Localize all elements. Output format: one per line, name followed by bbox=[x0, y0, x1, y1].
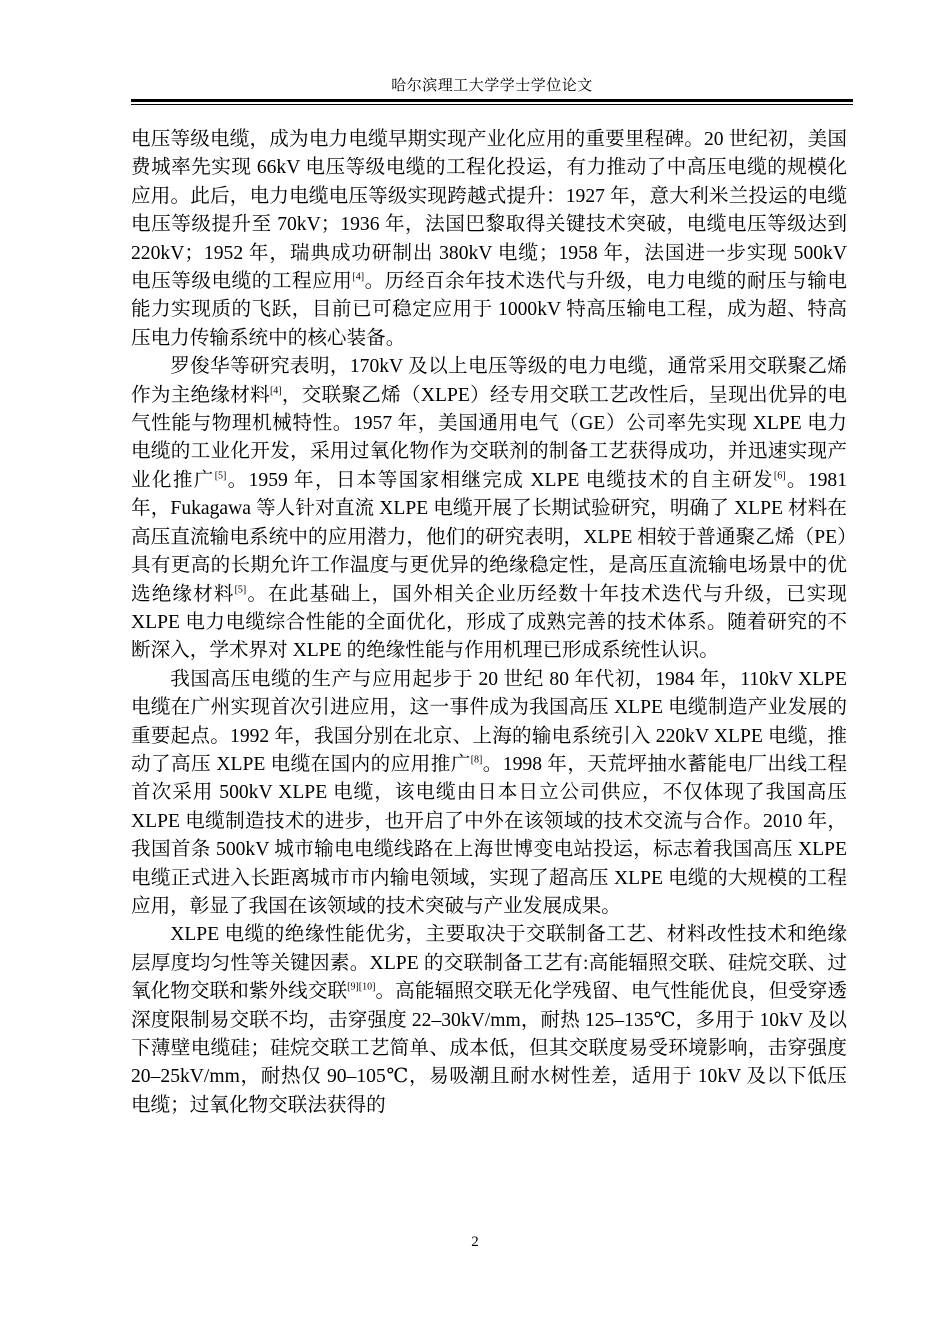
text-segment: 罗俊华等研究表明，170kV 及以上电压等级的电力电缆，通常采用交联聚乙烯作为主绝缘材料 bbox=[131, 356, 847, 406]
citation-marker: [6] bbox=[773, 470, 786, 482]
paragraph-2 bbox=[131, 353, 847, 665]
header-rule-thick bbox=[131, 99, 853, 102]
citation-marker: [9][10] bbox=[347, 981, 376, 993]
text-segment: ，交联聚乙烯（XLPE）经专用交联工艺改性后，呈现出优异的电气性能与物理机械特性。1957 年，美国通用电气（GE）公司率先实现 XLPE 电力电缆的工业化开发，采用过氧化物作为交联剂的制备工艺获得成功，并迅速实现产业化推广 bbox=[131, 384, 848, 491]
text-segment: 。1959 年，日本等国家相继完成 XLPE 电缆技术的自主研发 bbox=[226, 469, 774, 491]
text-segment: 。1981 年，Fukagawa 等人针对直流 XLPE 电缆开展了长期试验研究，明确了 XLPE 材料在高压直流输电系统中的应用潜力，他们的研究表明，XLPE 相较于普通聚乙烯（PE）具有更高的长期允许工作温度与更优异的绝缘稳定性，是高压直流输电场景中的优选绝缘材料 bbox=[131, 469, 847, 605]
text-segment: XLPE 电缆的绝缘性能优劣，主要取决于交联制备工艺、材料改性技术和绝缘层厚度均匀性等关键因素。XLPE 的交联制备工艺有:高能辐照交联、硅烷交联、过氧化物交联和紫外线交联 bbox=[131, 924, 847, 1003]
text-segment: 。高能辐照交联无化学残留、电气性能优良，但受穿透深度限制易交联不均，击穿强度 22–30kV/mm，耐热 125–135℃，多用于 10kV 及以下薄壁电缆硅；硅烷交联工艺简单、成本低，但其交联度易受环境影响，击穿强度 20–25kV/mm，耐热仅 90–105℃，易吸潮且耐水树性差，适用于 10kV 及以下低压电缆；过氧化物交联法获得的 bbox=[131, 981, 848, 1116]
citation-marker: [5] bbox=[234, 583, 247, 595]
text-segment: 电压等级电缆，成为电力电缆早期实现产业化应用的重要里程碑。20 世纪初，美国费城率先实现 66kV 电压等级电缆的工程化投运，有力推动了中高压电缆的规模化应用。此后，电力电缆电压等级实现跨越式提升：1927 年，意大利米兰投运的电缆电压等级提升至 70kV；1936 年，法国巴黎取得关键技术突破，电缆电压等级达到 220kV；1952 年，瑞典成功研制出 380kV 电缆；1958 年，法国进一步实现 500kV 电压等级电缆的工程应用 bbox=[131, 129, 847, 293]
text-segment: 。历经百余年技术迭代与升级，电力电缆的耐压与输电能力实现质的飞跃，目前已可稳定应用于 1000kV 特高压输电工程，成为超、特高压电力传输系统中的核心装备。 bbox=[131, 271, 848, 349]
text-segment: 我国高压电缆的生产与应用起步于 20 世纪 80 年代初，1984 年，110kV XLPE 电缆在广州实现首次引进应用，这一事件成为我国高压 XLPE 电缆制造产业发展的重要起点。1992 年，我国分别在北京、上海的输电系统引入 220kV XLPE 电缆，推动了高压 XLPE 电缆在国内的应用推广 bbox=[131, 668, 847, 775]
header-rule-thin bbox=[131, 104, 853, 105]
paragraph-1 bbox=[131, 126, 847, 353]
text-segment: 。在此基础上，国外相关企业历经数十年技术迭代与升级，已实现 XLPE 电力电缆综合性能的全面优化，形成了成熟完善的技术体系。随着研究的不断深入，学术界对 XLPE 的绝缘性能与作用机理已形成系统性认识。 bbox=[131, 583, 847, 662]
citation-marker: [5] bbox=[214, 470, 227, 482]
citation-marker: [4] bbox=[352, 271, 365, 283]
body-text bbox=[131, 126, 847, 1120]
paragraph-4 bbox=[131, 921, 847, 1120]
citation-marker: [4] bbox=[269, 385, 282, 397]
page-number: 2 bbox=[471, 1234, 479, 1250]
page-header: 哈尔滨理工大学学士学位论文 bbox=[391, 78, 593, 94]
text-segment: 。1998 年，天荒坪抽水蓄能电厂出线工程首次采用 500kV XLPE 电缆，该电缆由日本日立公司供应，不仅体现了我国高压 XLPE 电缆制造技术的进步，也开启了中外在该领域的技术交流与合作。2010 年，我国首条 500kV 城市输电电缆线路在上海世博变电站投运，标志着我国高压 XLPE 电缆正式进入长距离城市市内输电领域，实现了超高压 XLPE 电缆的大规模的工程应用，彰显了我国在该领域的技术突破与产业发展成果。 bbox=[131, 753, 848, 917]
citation-marker: [8] bbox=[470, 754, 483, 766]
paragraph-3 bbox=[131, 666, 847, 922]
